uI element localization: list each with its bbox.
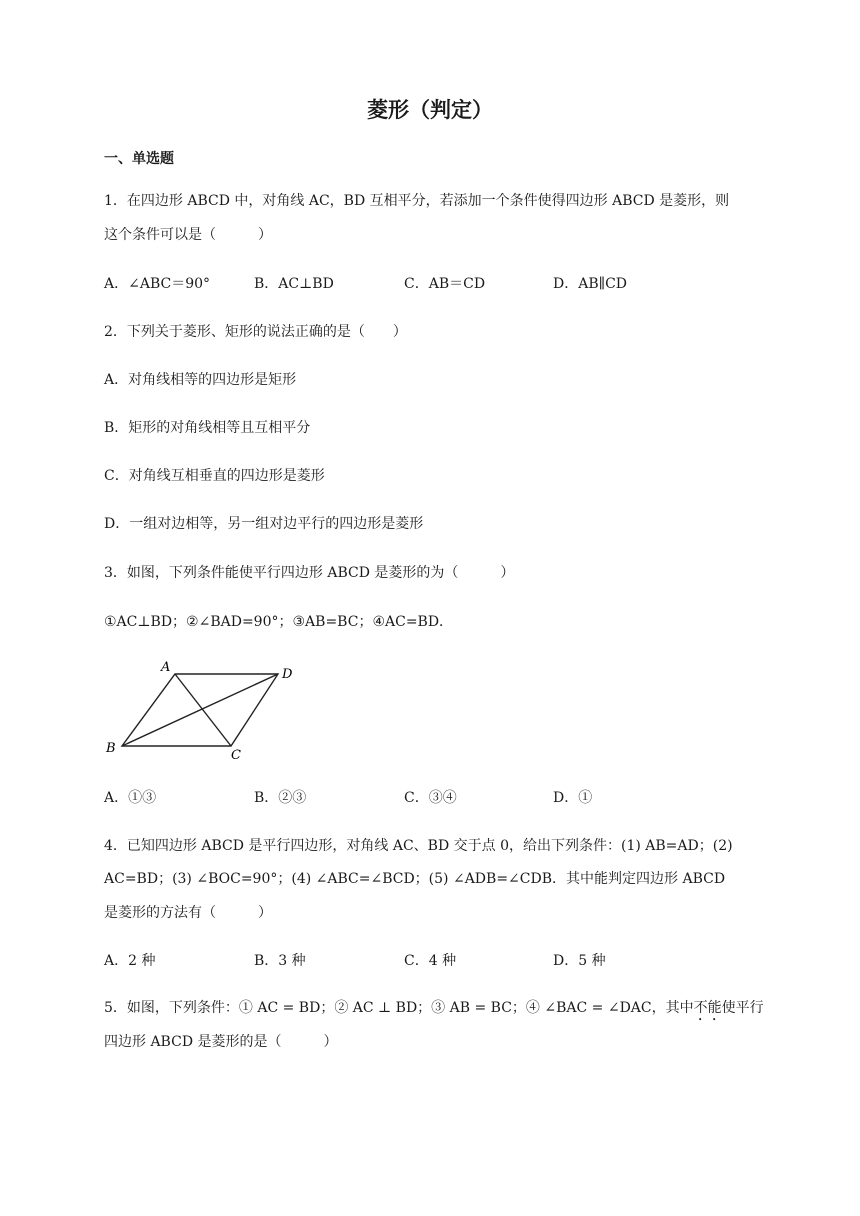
parallelogram-figure: [104, 657, 304, 762]
page-title: 菱形（判定）: [367, 98, 493, 122]
question-3-text-line1: 3．如图，下列条件能使平行四边形 ABCD 是菱形的为（ ）: [104, 565, 515, 581]
question-2-option-d: D．一组对边相等，另一组对边平行的四边形是菱形: [104, 516, 424, 532]
question-3-option-a: A．①③: [104, 790, 157, 806]
vertex-label-a: A: [161, 660, 171, 675]
question-2-option-c: C．对角线互相垂直的四边形是菱形: [104, 468, 325, 484]
question-4-option-c: C．4 种: [404, 953, 457, 969]
question-3-option-d: D．①: [553, 790, 593, 806]
question-4-option-a: A．2 种: [104, 953, 156, 969]
question-5-emphasis: 不能: [693, 1000, 722, 1016]
question-1-text-line2: 这个条件可以是（ ）: [104, 227, 272, 243]
question-2-text: 2．下列关于菱形、矩形的说法正确的是（ ）: [104, 324, 407, 340]
question-5-text-start: 5．如图，下列条件：① AC = BD；② AC ⊥ BD；③ AB = BC；④ ∠BAC = ∠DAC，其中: [104, 1000, 694, 1016]
diagonal-ac: [175, 674, 231, 746]
question-3-option-c: C．③④: [404, 790, 457, 806]
question-4-option-d: D．5 种: [553, 953, 606, 969]
vertex-label-d: D: [282, 667, 293, 682]
vertex-label-b: B: [106, 741, 116, 756]
question-1-option-b: B．AC⊥BD: [254, 276, 334, 292]
question-2-option-a: A．对角线相等的四边形是矩形: [104, 372, 297, 388]
question-1-option-a: A．∠ABC＝90°: [104, 276, 211, 292]
question-1-option-d: D．AB∥CD: [553, 276, 628, 292]
question-4-text-line2: AC=BD；(3) ∠BOC=90°；(4) ∠ABC=∠BCD；(5) ∠ADB=∠CDB．其中能判定四边形 ABCD: [104, 871, 726, 887]
question-5-text-end: 使平行: [721, 1000, 764, 1016]
section-heading: 一、单选题: [104, 151, 174, 167]
question-4-text-line3: 是菱形的方法有（ ）: [104, 905, 272, 921]
question-4-text-line1: 4．已知四边形 ABCD 是平行四边形，对角线 AC、BD 交于点 0，给出下列条件：(1) AB=AD；(2): [104, 838, 733, 854]
question-3-text-line2: ①AC⊥BD；②∠BAD=90°；③AB=BC；④AC=BD．: [104, 614, 454, 630]
question-1-text-line1: 1．在四边形 ABCD 中，对角线 AC，BD 互相平分，若添加一个条件使得四边形 ABCD 是菱形，则: [104, 193, 730, 209]
question-3-option-b: B．②③: [254, 790, 307, 806]
question-5-text-line2: 四边形 ABCD 是菱形的是（ ）: [104, 1034, 338, 1050]
question-5-text-line1: [104, 998, 764, 1024]
question-1-option-c: C．AB＝CD: [404, 276, 486, 292]
question-2-option-b: B．矩形的对角线相等且互相平分: [104, 420, 311, 436]
question-4-option-b: B．3 种: [254, 953, 306, 969]
vertex-label-c: C: [231, 748, 241, 762]
